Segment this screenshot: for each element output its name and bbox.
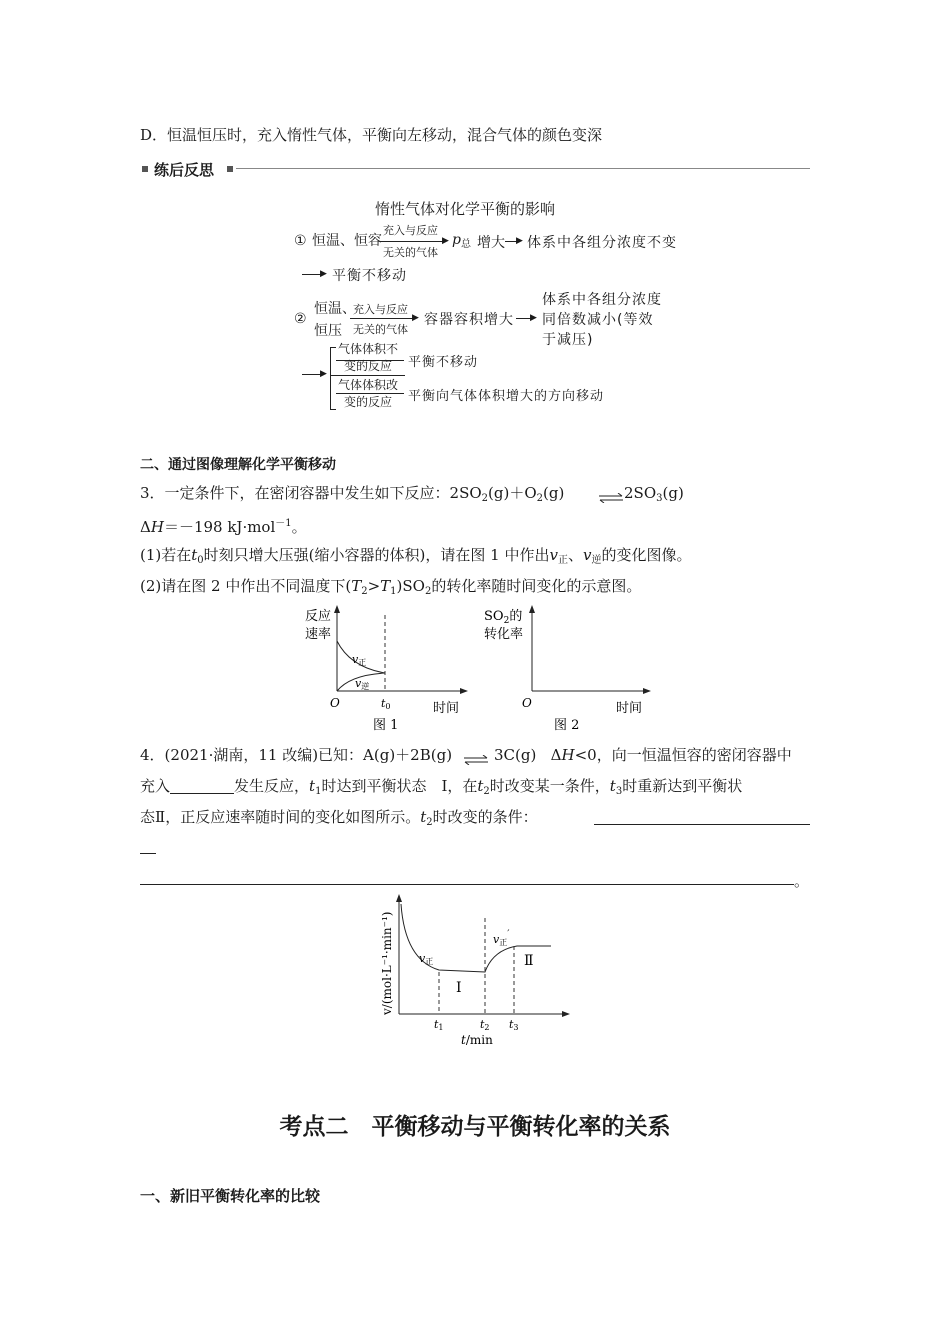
case2-arrow-bottom: 无关的气体 bbox=[353, 323, 408, 336]
fig3-state-II: Ⅱ bbox=[524, 953, 534, 969]
q4-line3: 态Ⅱ，正反应速率随时间的变化如图所示。$t_2$时改变的条件： bbox=[140, 808, 538, 828]
arrow-head-icon bbox=[562, 1011, 570, 1017]
fig1-t0-label: t0 bbox=[381, 697, 391, 711]
q4-line2: 充入 发生反应，$t_1$时达到平衡状态 Ⅰ，在$t_2$时改变某一条件，$t_3$时重新达到平衡状 bbox=[140, 777, 743, 797]
q3-product: $2SO_3(g)$ bbox=[624, 484, 684, 504]
arrow-head-icon bbox=[396, 894, 402, 902]
square-bullet-icon bbox=[227, 166, 233, 172]
figure-2 bbox=[480, 605, 660, 735]
section-point2-title: 考点二 平衡移动与平衡转化率的关系 bbox=[279, 1114, 671, 1140]
arrow-head-icon: ▶ bbox=[530, 313, 537, 323]
branch2-label-line2: 变的反应 bbox=[344, 395, 393, 409]
branch2-underline bbox=[336, 393, 404, 394]
arrow-head-icon bbox=[643, 688, 651, 694]
fig1-v-reverse-label: v逆 bbox=[355, 677, 370, 691]
fig1-v-forward-curve bbox=[337, 641, 385, 673]
subsection1-title: 一、新旧平衡转化率的比较 bbox=[140, 1187, 321, 1205]
section2-title: 二、通过图像理解化学平衡移动 bbox=[140, 457, 336, 473]
case2-num: ② bbox=[294, 311, 307, 327]
arrow-head-icon: ▶ bbox=[442, 236, 449, 246]
reflection-header-bar bbox=[140, 160, 810, 180]
q3-part2: (2)请在图 2 中作出不同温度下$(T_2>T_1)SO_2$的转化率随时间变化的示意图。 bbox=[140, 577, 642, 597]
branch1-label-line2: 变的反应 bbox=[344, 359, 393, 373]
branch1-underline bbox=[336, 360, 404, 361]
case1-arrow-bottom: 无关的气体 bbox=[383, 246, 438, 259]
fig3-t3-label: t3 bbox=[509, 1018, 519, 1032]
square-bullet-icon bbox=[142, 166, 148, 172]
case2-condition-2: 恒压 bbox=[314, 323, 342, 339]
case1-conclusion: 平衡不移动 bbox=[332, 268, 407, 284]
fig3-xlabel: t/min bbox=[461, 1033, 493, 1047]
fig3-v-forward-prime-label: v正′ bbox=[493, 929, 510, 947]
fig1-ylabel-1: 反应 bbox=[305, 609, 332, 624]
branch1-result: 平衡不移动 bbox=[408, 355, 479, 370]
branch2-label bbox=[338, 377, 398, 411]
case1-arrow-shaft bbox=[380, 241, 446, 242]
option-d: D．恒温恒压时，充入惰性气体，平衡向左移动，混合气体的颜色变深 bbox=[140, 126, 603, 144]
case2-result-line2: 同倍数减小(等效 bbox=[542, 312, 654, 328]
q4-line1-rest: 3C(g) ΔH<0，向一恒温恒容的密闭容器中 bbox=[494, 746, 792, 764]
branch2-label-line1: 气体体积改 bbox=[338, 378, 399, 392]
case2-result-line1: 体系中各组分浓度 bbox=[542, 292, 662, 308]
branch2-result: 平衡向气体体积增大的方向移动 bbox=[408, 389, 605, 404]
fig1-xlabel: 时间 bbox=[433, 701, 460, 716]
branch1-label bbox=[338, 341, 398, 375]
fig3-ylabel: v/(mol·L⁻¹·min⁻¹) bbox=[380, 911, 394, 1015]
arrow-head-icon: ▶ bbox=[516, 236, 523, 246]
case2-condition-1: 恒温、 bbox=[314, 301, 356, 317]
q3-part1: (1)若在$t_0$时刻只增大压强(缩小容器的体积)，请在图 1 中作出$v_正$、$v_逆$的变化图像。 bbox=[140, 546, 692, 566]
q3-line2: ΔH＝－198 kJ·mol$^{-1}$。 bbox=[140, 518, 307, 536]
branch1-label-line1: 气体体积不 bbox=[338, 342, 399, 356]
branch-bracket-bottom bbox=[330, 409, 336, 410]
equilibrium-arrows-icon bbox=[463, 750, 489, 760]
figure-3 bbox=[375, 890, 575, 1050]
arrow-head-icon bbox=[529, 605, 535, 613]
case1-arrow-top: 充入与反应 bbox=[383, 224, 438, 237]
case1-condition: 恒温、恒容 bbox=[312, 233, 382, 249]
case2-arrow-top: 充入与反应 bbox=[353, 303, 408, 316]
case1-increase: 增大 bbox=[477, 235, 505, 251]
branch-divider bbox=[330, 375, 405, 376]
case2-arrow-shaft bbox=[350, 318, 416, 319]
arrow-head-icon: ▶ bbox=[412, 313, 419, 323]
fig2-caption: 图 2 bbox=[554, 718, 580, 733]
fig1-ylabel-2: 速率 bbox=[305, 627, 332, 642]
answer-blank-3[interactable] bbox=[140, 884, 794, 885]
figure-1 bbox=[300, 605, 475, 735]
branch-bracket bbox=[330, 347, 331, 409]
arrow-head-icon bbox=[334, 605, 340, 613]
fig2-ylabel-1: $SO_2$的 bbox=[484, 609, 523, 626]
fig1-v-forward-label: v正 bbox=[352, 653, 367, 667]
case1-p: $p_总$ bbox=[452, 232, 471, 250]
fig3-state-I: Ⅰ bbox=[456, 980, 462, 996]
case2-middle: 容器容积增大 bbox=[424, 312, 514, 328]
fig1-caption: 图 1 bbox=[373, 718, 399, 733]
divider-line bbox=[236, 168, 810, 169]
fig2-xlabel: 时间 bbox=[616, 701, 643, 716]
reflection-header: 练后反思 bbox=[154, 161, 215, 179]
arrow-head-icon: ▶ bbox=[320, 269, 327, 279]
fig3-v-forward-label: v正 bbox=[419, 952, 434, 966]
case2-result-line3: 于减压) bbox=[542, 332, 594, 348]
reflection-box bbox=[290, 190, 690, 420]
box-title: 惰性气体对化学平衡的影响 bbox=[375, 200, 556, 218]
fig3-t2-label: t2 bbox=[480, 1018, 490, 1032]
q4-line1: 4．(2021·湖南，11 改编)已知：A(g)＋2B(g) bbox=[140, 746, 453, 764]
fig2-origin: O bbox=[522, 696, 532, 710]
fig2-ylabel-2: 转化率 bbox=[484, 627, 524, 642]
case2-result bbox=[542, 290, 662, 350]
equilibrium-arrows-icon bbox=[598, 488, 624, 498]
case1-result: 体系中各组分浓度不变 bbox=[527, 235, 677, 251]
fig3-t1-label: t1 bbox=[434, 1018, 444, 1032]
fig1-origin: O bbox=[330, 696, 340, 710]
arrow-head-icon bbox=[460, 688, 468, 694]
q4-period: 。 bbox=[794, 872, 810, 890]
answer-blank-1[interactable] bbox=[594, 824, 810, 825]
answer-blank-2[interactable] bbox=[140, 853, 156, 854]
q3-line1: 3．一定条件下，在密闭容器中发生如下反应：$2SO_2(g)+O_2(g)$ bbox=[140, 484, 565, 504]
blank-fill[interactable] bbox=[170, 777, 234, 794]
arrow-head-icon: ▶ bbox=[320, 369, 327, 379]
branch-bracket-top bbox=[330, 347, 336, 348]
case1-num: ① bbox=[294, 233, 307, 249]
